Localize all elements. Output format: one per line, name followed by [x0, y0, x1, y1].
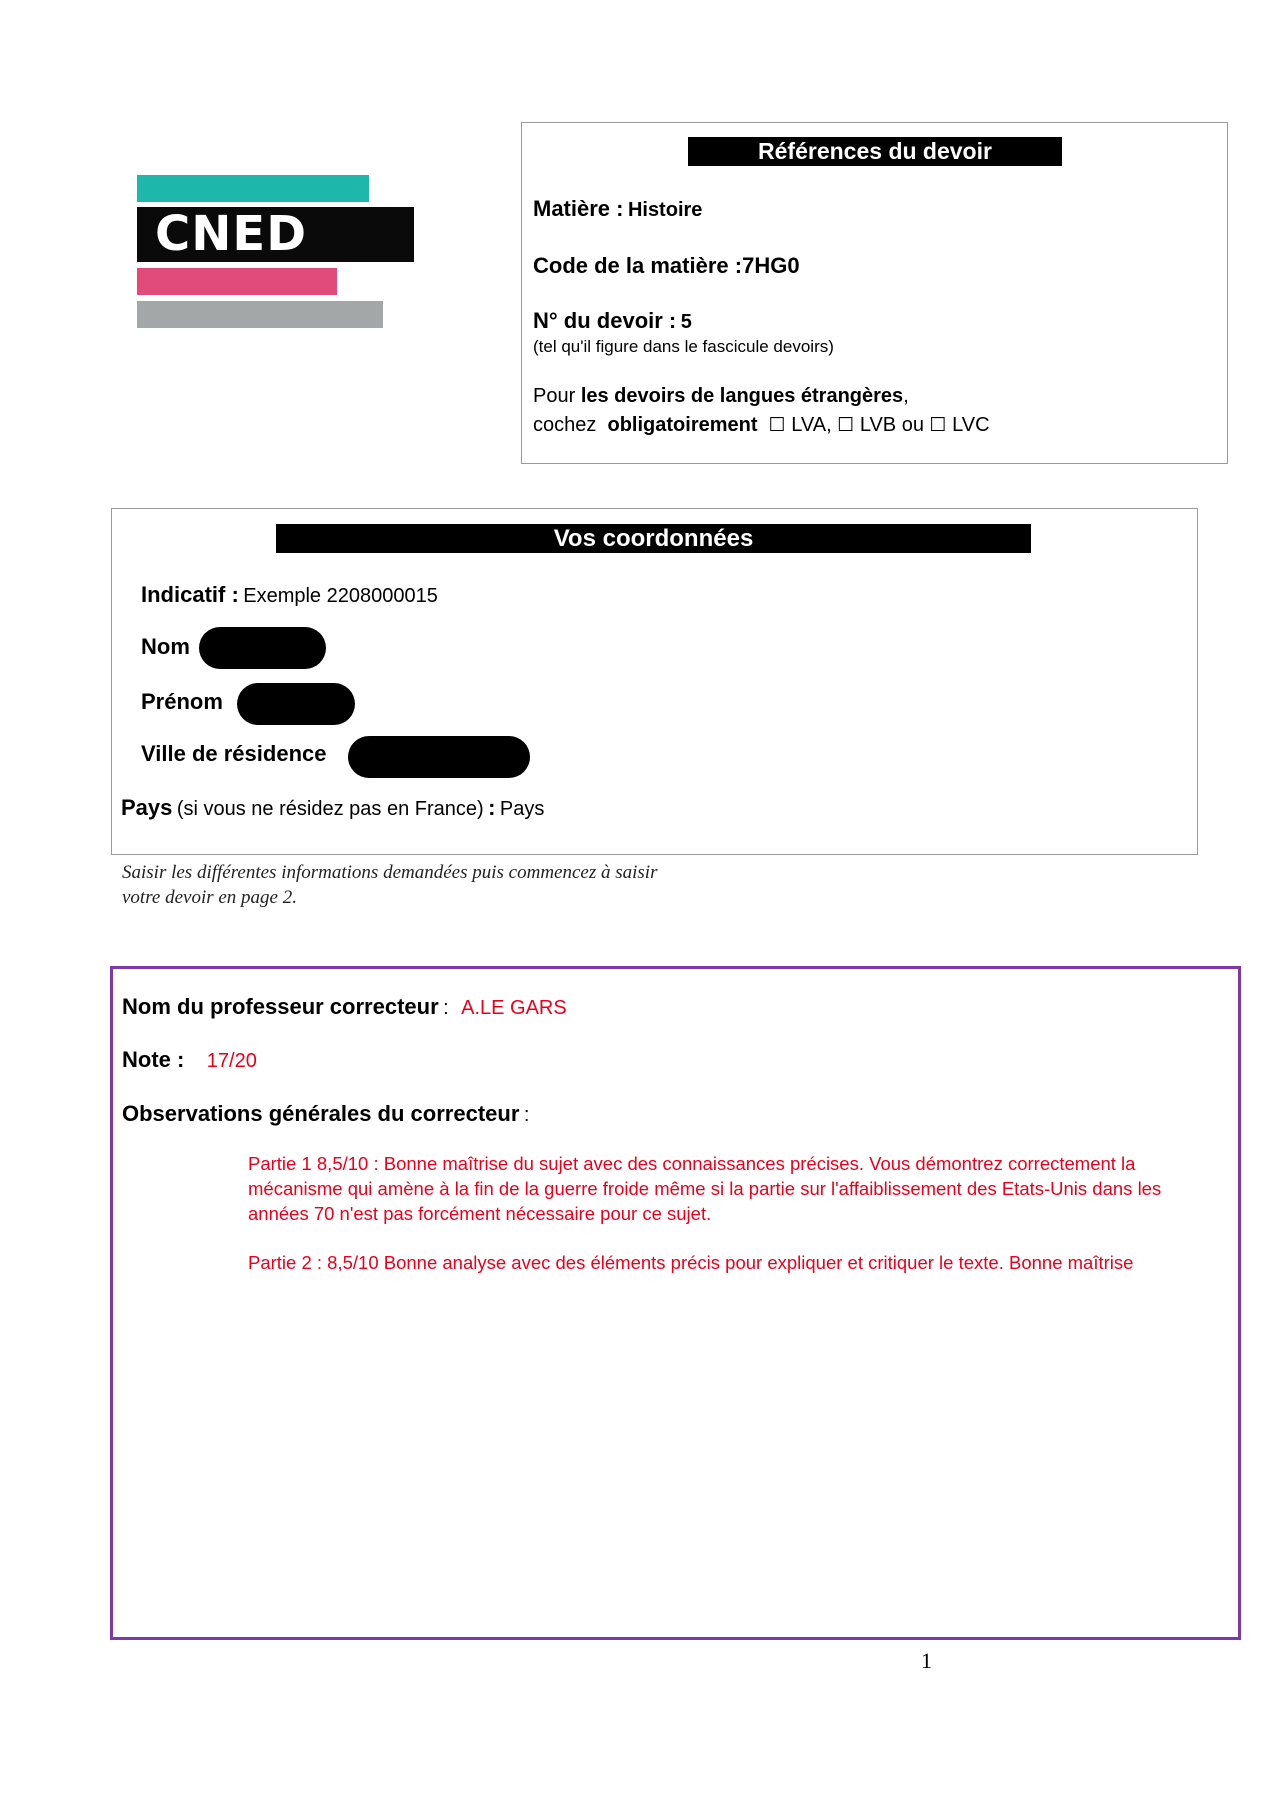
observation-partie-2[interactable]: Partie 2 : 8,5/10 Bonne analyse avec des éléments précis pour expliquer et critiquer le texte. Bonne maîtrise [248, 1252, 1134, 1273]
observations-row [122, 1101, 529, 1127]
pays-label: Pays [121, 795, 173, 820]
devoir-note: (tel qu'il figure dans le fascicule devoirs) [533, 337, 834, 356]
coordinates-title: Vos coordonnées [276, 524, 1031, 553]
matiere-row [533, 196, 702, 222]
indicatif-label: Indicatif : [141, 582, 239, 607]
references-box [521, 122, 1228, 464]
code-label: Code de la matière : [533, 253, 743, 278]
lva-checkbox[interactable]: ☐ [768, 414, 786, 436]
lvc-label: LVC [952, 414, 990, 436]
lva-label: LVA, [791, 414, 832, 436]
langues-row [533, 385, 909, 408]
devoir-label: N° du devoir : [533, 308, 677, 333]
cned-logo [137, 207, 414, 262]
devoir-value: 5 [680, 311, 692, 333]
prenom-redacted-field[interactable] [237, 683, 355, 725]
pays-value[interactable]: Pays [499, 798, 545, 820]
logo-gray-bar [137, 301, 383, 328]
pays-row [121, 795, 544, 821]
pays-note: (si vous ne résidez pas en France) [176, 798, 484, 820]
prenom-label: Prénom [141, 689, 223, 714]
instruction-line-1: Saisir les différentes informations demandées puis commencez à saisir [122, 862, 658, 883]
devoir-row [533, 308, 692, 334]
cochez-row [533, 414, 990, 437]
lvb-label: LVB [859, 414, 897, 436]
matiere-label: Matière : [533, 196, 624, 221]
corrector-box [110, 966, 1241, 1640]
code-row [533, 253, 800, 279]
professeur-label: Nom du professeur correcteur [122, 994, 439, 1019]
matiere-value: Histoire [627, 199, 703, 221]
code-value: 7HG0 [742, 253, 800, 278]
observations-label: Observations générales du correcteur [122, 1101, 520, 1126]
nom-label: Nom [141, 634, 190, 659]
obligatoirement-text: obligatoirement [607, 414, 758, 436]
lvb-checkbox[interactable]: ☐ [837, 414, 855, 436]
references-title: Références du devoir [688, 137, 1062, 166]
observation-partie-1[interactable]: Partie 1 8,5/10 : Bonne maîtrise du sujet avec des connaissances précises. Vous démontrez correctement la mécanisme qui amène à la fin de la guerre froide même si la partie sur l'affaiblissement des Etats-Unis dans les années 70 n'est pas forcément nécessaire pour ce sujet. [248, 1153, 1162, 1224]
note-row [122, 1047, 257, 1073]
note-label: Note : [122, 1047, 185, 1072]
page-number: 1 [921, 1648, 932, 1673]
professeur-colon: : [443, 997, 449, 1019]
lvc-checkbox[interactable]: ☐ [929, 414, 947, 436]
nom-redacted-field[interactable] [199, 627, 326, 669]
langues-suffix: , [903, 385, 909, 407]
langues-bold: les devoirs de langues étrangères [580, 385, 904, 407]
professeur-value[interactable]: A.LE GARS [461, 997, 567, 1019]
instruction-line-2: votre devoir en page 2. [122, 887, 297, 908]
note-value[interactable]: 17/20 [206, 1050, 257, 1072]
logo-teal-bar [137, 175, 369, 202]
indicatif-row [141, 582, 438, 608]
pays-colon: : [488, 795, 496, 820]
cned-logo-text: CNED [155, 206, 308, 262]
ou-text: ou [901, 414, 924, 436]
ville-redacted-field[interactable] [348, 736, 530, 778]
cochez-text: cochez [533, 414, 597, 436]
logo-pink-bar [137, 268, 337, 295]
professeur-row [122, 994, 567, 1020]
ville-label: Ville de résidence [141, 741, 327, 766]
observations-colon: : [523, 1104, 530, 1126]
indicatif-value[interactable]: Exemple 2208000015 [243, 585, 438, 607]
langues-prefix: Pour [533, 385, 576, 407]
